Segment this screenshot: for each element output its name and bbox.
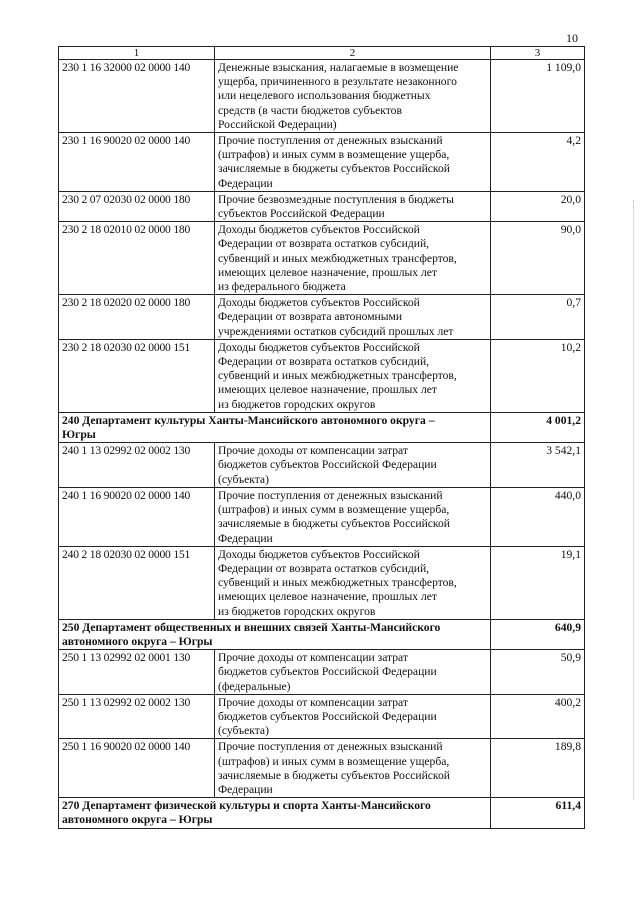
description-line: Федерации bbox=[218, 782, 273, 796]
description-line: Федерации от возврата остатков субсидий, bbox=[218, 561, 430, 575]
description-line: зачисляемые в бюджеты субъектов Российской bbox=[218, 162, 450, 176]
department-row bbox=[59, 412, 585, 442]
table-row bbox=[59, 60, 585, 133]
income-description bbox=[215, 60, 491, 133]
income-description bbox=[215, 339, 491, 412]
department-name-line: 250 Департамент общественных и внешних связей Ханты-Мансийского bbox=[62, 620, 441, 634]
description-line: Федерации bbox=[218, 176, 273, 190]
description-line: имеющих целевое назначение, прошлых лет bbox=[218, 383, 437, 397]
income-description bbox=[215, 295, 491, 340]
header-col-2: 2 bbox=[215, 47, 491, 60]
budget-code: 230 1 16 90020 02 0000 140 bbox=[59, 133, 215, 192]
description-line: (штрафов) и иных сумм в возмещение ущерба, bbox=[218, 503, 450, 517]
description-line: ущерба, причиненного в результате незаконного bbox=[218, 75, 457, 89]
department-name-line: автономного округа – Югры bbox=[62, 813, 213, 827]
table-row bbox=[59, 487, 585, 546]
table-row bbox=[59, 443, 585, 488]
description-line: (штрафов) и иных сумм в возмещение ущерба, bbox=[218, 754, 450, 768]
description-line: субвенций и иных межбюджетных трансфертов, bbox=[218, 251, 457, 265]
amount: 50,9 bbox=[491, 650, 585, 695]
department-name bbox=[59, 798, 491, 828]
description-line: (штрафов) и иных сумм в возмещение ущерба, bbox=[218, 148, 450, 162]
income-description bbox=[215, 546, 491, 619]
amount: 0,7 bbox=[491, 295, 585, 340]
budget-code: 230 2 07 02030 02 0000 180 bbox=[59, 191, 215, 221]
description-line: или нецелевого использования бюджетных bbox=[218, 89, 431, 103]
description-line: субвенций и иных межбюджетных трансфертов, bbox=[218, 576, 457, 590]
income-description bbox=[215, 487, 491, 546]
amount: 4,2 bbox=[491, 133, 585, 192]
description-line: из федерального бюджета bbox=[218, 280, 346, 294]
description-line: Российской Федерации) bbox=[218, 117, 337, 131]
table-row bbox=[59, 295, 585, 340]
description-line: Денежные взыскания, налагаемые в возмещение bbox=[218, 61, 459, 74]
table-row bbox=[59, 739, 585, 798]
description-line: Федерации bbox=[218, 531, 273, 545]
budget-code: 250 1 13 02992 02 0001 130 bbox=[59, 650, 215, 695]
page-number: 10 bbox=[566, 31, 578, 45]
amount: 189,8 bbox=[491, 739, 585, 798]
description-line: учреждениями остатков субсидий прошлых лет bbox=[218, 324, 454, 338]
header-col-3: 3 bbox=[491, 47, 585, 60]
department-name-line: 270 Департамент физической культуры и спорта Ханты-Мансийского bbox=[62, 799, 431, 813]
description-line: Доходы бюджетов субъектов Российской bbox=[218, 340, 420, 354]
amount: 90,0 bbox=[491, 222, 585, 295]
income-description bbox=[215, 739, 491, 798]
budget-code: 230 1 16 32000 02 0000 140 bbox=[59, 60, 215, 133]
department-row bbox=[59, 619, 585, 649]
department-name-line: Югры bbox=[62, 428, 96, 442]
income-description bbox=[215, 650, 491, 695]
description-line: средств (в части бюджетов субъектов bbox=[218, 103, 402, 117]
department-name-line: 240 Департамент культуры Ханты-Мансийского автономного округа – bbox=[62, 413, 435, 427]
table-row bbox=[59, 650, 585, 695]
budget-code: 240 2 18 02030 02 0000 151 bbox=[59, 546, 215, 619]
table-header-row bbox=[59, 47, 585, 60]
budget-code: 240 1 16 90020 02 0000 140 bbox=[59, 487, 215, 546]
description-line: бюджетов субъектов Российской Федерации bbox=[218, 665, 437, 679]
income-description bbox=[215, 443, 491, 488]
description-line: Прочие безвозмездные поступления в бюджеты bbox=[218, 192, 454, 206]
description-line: Федерации от возврата автономными bbox=[218, 310, 403, 324]
description-line: имеющих целевое назначение, прошлых лет bbox=[218, 265, 437, 279]
description-line: Доходы бюджетов субъектов Российской bbox=[218, 223, 420, 237]
table-row bbox=[59, 133, 585, 192]
department-total: 611,4 bbox=[491, 798, 585, 828]
description-line: Прочие поступления от денежных взысканий bbox=[218, 488, 443, 502]
description-line: Прочие поступления от денежных взысканий bbox=[218, 740, 443, 754]
income-description bbox=[215, 133, 491, 192]
description-line: зачисляемые в бюджеты субъектов Российской bbox=[218, 768, 450, 782]
description-line: бюджетов субъектов Российской Федерации bbox=[218, 709, 437, 723]
amount: 440,0 bbox=[491, 487, 585, 546]
revenue-table bbox=[58, 46, 585, 829]
budget-code: 230 2 18 02030 02 0000 151 bbox=[59, 339, 215, 412]
department-name bbox=[59, 412, 491, 442]
income-description bbox=[215, 694, 491, 739]
department-total: 4 001,2 bbox=[491, 412, 585, 442]
budget-code: 230 2 18 02020 02 0000 180 bbox=[59, 295, 215, 340]
header-col-1: 1 bbox=[59, 47, 215, 60]
department-row bbox=[59, 798, 585, 828]
income-description bbox=[215, 191, 491, 221]
description-line: (федеральные) bbox=[218, 679, 291, 693]
amount: 20,0 bbox=[491, 191, 585, 221]
description-line: из бюджетов городских округов bbox=[218, 397, 376, 411]
department-name-line: автономного округа – Югры bbox=[62, 634, 213, 648]
description-line: Прочие доходы от компенсации затрат bbox=[218, 695, 408, 709]
table-row bbox=[59, 546, 585, 619]
description-line: Прочие поступления от денежных взысканий bbox=[218, 134, 443, 148]
budget-code: 250 1 13 02992 02 0002 130 bbox=[59, 694, 215, 739]
description-line: Федерации от возврата остатков субсидий, bbox=[218, 237, 430, 251]
amount: 10,2 bbox=[491, 339, 585, 412]
amount: 19,1 bbox=[491, 546, 585, 619]
description-line: Федерации от возврата остатков субсидий, bbox=[218, 355, 430, 369]
table-row bbox=[59, 694, 585, 739]
department-total: 640,9 bbox=[491, 619, 585, 649]
description-line: Доходы бюджетов субъектов Российской bbox=[218, 296, 420, 310]
income-description bbox=[215, 222, 491, 295]
budget-code: 240 1 13 02992 02 0002 130 bbox=[59, 443, 215, 488]
description-line: субвенций и иных межбюджетных трансфертов, bbox=[218, 369, 457, 383]
description-line: (субъекта) bbox=[218, 724, 269, 738]
description-line: имеющих целевое назначение, прошлых лет bbox=[218, 590, 437, 604]
description-line: Прочие доходы от компенсации затрат bbox=[218, 651, 408, 665]
amount: 3 542,1 bbox=[491, 443, 585, 488]
amount: 1 109,0 bbox=[491, 60, 585, 133]
description-line: субъектов Российской Федерации bbox=[218, 207, 385, 221]
description-line: бюджетов субъектов Российской Федерации bbox=[218, 458, 437, 472]
scan-edge-mark bbox=[632, 200, 634, 800]
table-row bbox=[59, 191, 585, 221]
table-row bbox=[59, 222, 585, 295]
table-row bbox=[59, 339, 585, 412]
department-name bbox=[59, 619, 491, 649]
description-line: Доходы бюджетов субъектов Российской bbox=[218, 547, 420, 561]
description-line: (субъекта) bbox=[218, 472, 269, 486]
budget-code: 250 1 16 90020 02 0000 140 bbox=[59, 739, 215, 798]
budget-code: 230 2 18 02010 02 0000 180 bbox=[59, 222, 215, 295]
description-line: зачисляемые в бюджеты субъектов Российской bbox=[218, 517, 450, 531]
amount: 400,2 bbox=[491, 694, 585, 739]
description-line: из бюджетов городских округов bbox=[218, 604, 376, 618]
description-line: Прочие доходы от компенсации затрат bbox=[218, 444, 408, 458]
